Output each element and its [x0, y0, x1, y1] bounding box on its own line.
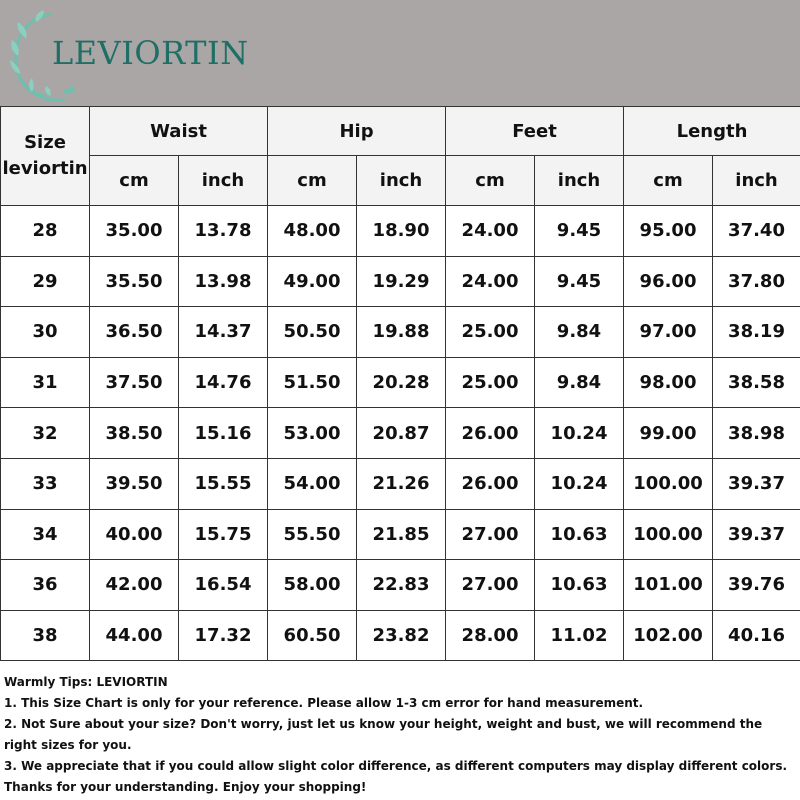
table-row [1, 560, 800, 611]
measurement-cell: 10.24 [535, 408, 624, 459]
measurement-cell: 28.00 [446, 610, 535, 661]
measurement-cell: 14.37 [179, 307, 268, 358]
measurement-cell: 19.88 [357, 307, 446, 358]
measurement-cell: 25.00 [446, 307, 535, 358]
measurement-cell: 11.02 [535, 610, 624, 661]
warm-tips [4, 672, 796, 798]
measurement-cell: 38.50 [90, 408, 179, 459]
table-row [1, 256, 800, 307]
size-cell: 32 [1, 408, 90, 459]
unit-header: cm [268, 156, 357, 206]
measurement-cell: 27.00 [446, 560, 535, 611]
tip-1: 1. This Size Chart is only for your reference. Please allow 1-3 cm error for hand measurement. [4, 696, 644, 710]
size-chart-table [0, 106, 800, 661]
measurement-cell: 102.00 [624, 610, 713, 661]
measurement-cell: 21.85 [357, 509, 446, 560]
measurement-cell: 38.98 [713, 408, 800, 459]
measurement-cell: 53.00 [268, 408, 357, 459]
measurement-cell: 10.63 [535, 509, 624, 560]
measurement-cell: 9.84 [535, 357, 624, 408]
measurement-cell: 26.00 [446, 408, 535, 459]
measurement-cell: 54.00 [268, 458, 357, 509]
measurement-cell: 38.58 [713, 357, 800, 408]
measurement-cell: 51.50 [268, 357, 357, 408]
measurement-cell: 9.45 [535, 206, 624, 257]
measurement-cell: 95.00 [624, 206, 713, 257]
measurement-cell: 25.00 [446, 357, 535, 408]
measurement-cell: 98.00 [624, 357, 713, 408]
unit-header: cm [90, 156, 179, 206]
measurement-cell: 24.00 [446, 256, 535, 307]
measurement-cell: 20.28 [357, 357, 446, 408]
measurement-cell: 20.87 [357, 408, 446, 459]
measurement-cell: 37.40 [713, 206, 800, 257]
unit-header: inch [357, 156, 446, 206]
measurement-cell: 100.00 [624, 458, 713, 509]
size-cell: 33 [1, 458, 90, 509]
measurement-cell: 40.00 [90, 509, 179, 560]
thanks-note: Thanks for your understanding. Enjoy your shopping! [4, 780, 367, 794]
length-group-header: Length [624, 107, 800, 156]
measurement-cell: 50.50 [268, 307, 357, 358]
group-header-row [1, 107, 800, 156]
measurement-cell: 17.32 [179, 610, 268, 661]
size-cell: 30 [1, 307, 90, 358]
table-row [1, 610, 800, 661]
size-header-line1: Size [24, 132, 66, 153]
measurement-cell: 27.00 [446, 509, 535, 560]
measurement-cell: 10.63 [535, 560, 624, 611]
measurement-cell: 36.50 [90, 307, 179, 358]
brand-name: LEVIORTIN [52, 34, 249, 72]
table-row [1, 307, 800, 358]
size-cell: 34 [1, 509, 90, 560]
unit-header: inch [535, 156, 624, 206]
measurement-cell: 101.00 [624, 560, 713, 611]
table-row [1, 206, 800, 257]
measurement-cell: 39.50 [90, 458, 179, 509]
measurement-cell: 39.76 [713, 560, 800, 611]
unit-header: cm [624, 156, 713, 206]
size-cell: 28 [1, 206, 90, 257]
measurement-cell: 16.54 [179, 560, 268, 611]
measurement-cell: 9.45 [535, 256, 624, 307]
measurement-cell: 39.37 [713, 509, 800, 560]
size-cell: 29 [1, 256, 90, 307]
unit-header: inch [179, 156, 268, 206]
feet-group-header: Feet [446, 107, 624, 156]
tips-title: Warmly Tips: LEVIORTIN [4, 675, 168, 689]
table-row [1, 408, 800, 459]
measurement-cell: 10.24 [535, 458, 624, 509]
measurement-cell: 21.26 [357, 458, 446, 509]
measurement-cell: 55.50 [268, 509, 357, 560]
measurement-cell: 19.29 [357, 256, 446, 307]
measurement-cell: 14.76 [179, 357, 268, 408]
measurement-cell: 40.16 [713, 610, 800, 661]
measurement-cell: 15.55 [179, 458, 268, 509]
measurement-cell: 35.00 [90, 206, 179, 257]
unit-header-row [1, 156, 800, 206]
measurement-cell: 97.00 [624, 307, 713, 358]
brand-header [0, 0, 800, 106]
measurement-cell: 35.50 [90, 256, 179, 307]
measurement-cell: 37.80 [713, 256, 800, 307]
measurement-cell: 49.00 [268, 256, 357, 307]
measurement-cell: 60.50 [268, 610, 357, 661]
waist-group-header: Waist [90, 107, 268, 156]
measurement-cell: 13.78 [179, 206, 268, 257]
tip-3: 3. We appreciate that if you could allow slight color difference, as different computers may display different colors. [4, 759, 788, 773]
measurement-cell: 37.50 [90, 357, 179, 408]
hip-group-header: Hip [268, 107, 446, 156]
tip-2: 2. Not Sure about your size? Don't worry, just let us know your height, weight and bust, we will recommend the right sizes for you. [4, 717, 763, 752]
size-cell: 31 [1, 357, 90, 408]
size-cell: 36 [1, 560, 90, 611]
measurement-cell: 38.19 [713, 307, 800, 358]
measurement-cell: 100.00 [624, 509, 713, 560]
measurement-cell: 13.98 [179, 256, 268, 307]
measurement-cell: 15.16 [179, 408, 268, 459]
measurement-cell: 26.00 [446, 458, 535, 509]
measurement-cell: 9.84 [535, 307, 624, 358]
size-header-line2: leviortin [2, 158, 88, 179]
unit-header: cm [446, 156, 535, 206]
unit-header: inch [713, 156, 800, 206]
measurement-cell: 22.83 [357, 560, 446, 611]
table-row [1, 458, 800, 509]
measurement-cell: 48.00 [268, 206, 357, 257]
table-row [1, 357, 800, 408]
measurement-cell: 99.00 [624, 408, 713, 459]
table-row [1, 509, 800, 560]
measurement-cell: 58.00 [268, 560, 357, 611]
size-column-header [1, 107, 90, 206]
measurement-cell: 96.00 [624, 256, 713, 307]
measurement-cell: 39.37 [713, 458, 800, 509]
measurement-cell: 44.00 [90, 610, 179, 661]
measurement-cell: 42.00 [90, 560, 179, 611]
measurement-cell: 23.82 [357, 610, 446, 661]
measurement-cell: 24.00 [446, 206, 535, 257]
measurement-cell: 18.90 [357, 206, 446, 257]
measurement-cell: 15.75 [179, 509, 268, 560]
size-cell: 38 [1, 610, 90, 661]
